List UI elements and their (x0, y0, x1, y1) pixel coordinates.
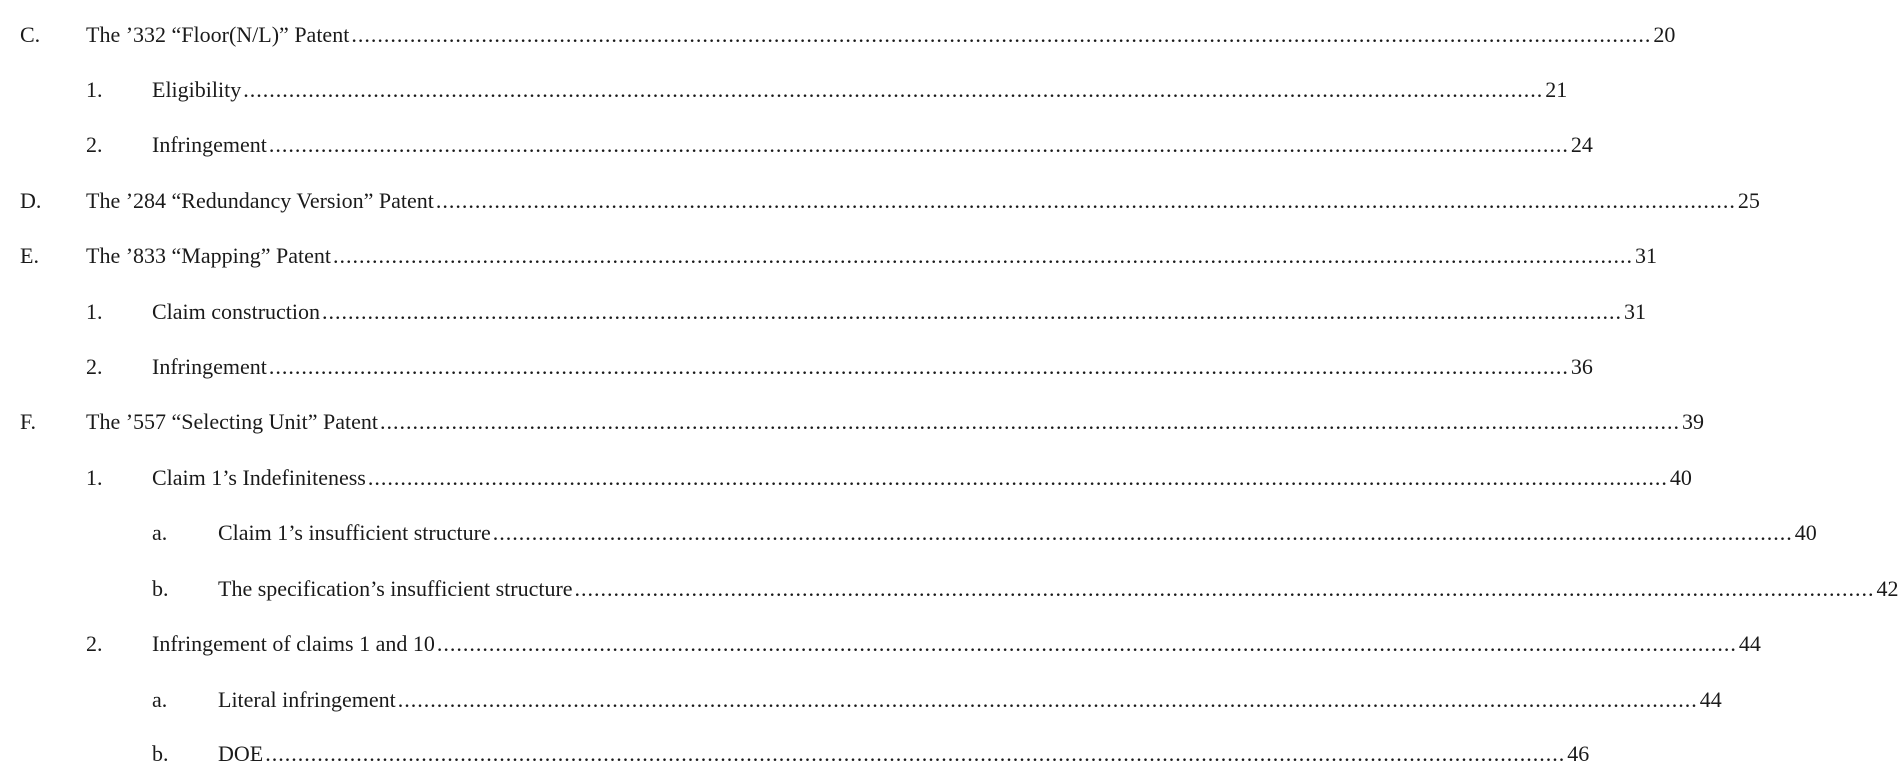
toc-entry-page-number: 24 (1570, 132, 1593, 157)
dot-leader: ........................................................................................................................................................................................................ (492, 520, 1793, 545)
toc-entry[interactable] (0, 240, 1657, 272)
toc-entry-title: Claim 1’s Indefiniteness (152, 462, 368, 494)
toc-entry-page-number: 25 (1737, 188, 1760, 213)
toc-entry-page-number: 40 (1669, 465, 1692, 490)
dot-leader: ........................................................................................................................................................................................................ (436, 631, 1737, 656)
toc-entry[interactable] (0, 296, 1647, 328)
toc-entry-title: Claim 1’s insufficient structure (218, 517, 493, 549)
toc-entry[interactable] (0, 573, 1899, 605)
dot-leader: ........................................................................................................................................................................................................ (351, 22, 1652, 47)
toc-entry-marker: F. (20, 409, 36, 434)
toc-entry-line (152, 351, 1593, 383)
dot-leader: ........................................................................................................................................................................................................ (397, 687, 1698, 712)
toc-entry-title: Eligibility (152, 74, 243, 106)
toc-entry-line (218, 738, 1590, 770)
dot-leader: ........................................................................................................................................................................................................ (243, 77, 1544, 102)
toc-entry-line (152, 296, 1647, 328)
toc-entry-page-number: 40 (1794, 520, 1817, 545)
toc-entry-marker: E. (20, 243, 39, 268)
toc-entry-page-number: 42 (1876, 576, 1899, 601)
toc-entry[interactable] (0, 19, 1676, 51)
toc-entry-line (86, 185, 1760, 217)
toc-entry-line (86, 240, 1657, 272)
toc-entry-marker: a. (152, 520, 168, 545)
toc-entry[interactable] (0, 406, 1705, 438)
toc-entry[interactable] (0, 462, 1692, 494)
toc-entry[interactable] (0, 129, 1593, 161)
dot-leader: ........................................................................................................................................................................................................ (333, 243, 1633, 268)
dot-leader: ........................................................................................................................................................................................................ (322, 299, 1623, 324)
dot-leader: ........................................................................................................................................................................................................ (435, 188, 1736, 213)
toc-entry-marker: b. (152, 576, 169, 601)
dot-leader: ........................................................................................................................................................................................................ (574, 576, 1875, 601)
toc-entry-marker: a. (152, 687, 168, 712)
dot-leader: ........................................................................................................................................................................................................ (265, 741, 1566, 766)
dot-leader: ........................................................................................................................................................................................................ (268, 132, 1569, 157)
toc-entry-marker: 2. (86, 132, 103, 157)
toc-entry-page-number: 21 (1545, 77, 1568, 102)
toc-entry-line (86, 19, 1676, 51)
toc-entry[interactable] (0, 185, 1760, 217)
toc-entry-marker: 2. (86, 631, 103, 656)
toc-entry-line (152, 129, 1593, 161)
toc-entry-marker: 2. (86, 354, 103, 379)
toc-entry[interactable] (0, 684, 1722, 716)
toc-entry[interactable] (0, 351, 1593, 383)
toc-entry-title: The ’332 “Floor(N/L)” Patent (86, 19, 351, 51)
toc-entry-page-number: 20 (1653, 22, 1676, 47)
toc-entry-line (152, 462, 1692, 494)
toc-entry-title: Infringement (152, 129, 269, 161)
toc-entry-title: The ’284 “Redundancy Version” Patent (86, 185, 436, 217)
toc-entry-page-number: 44 (1699, 687, 1722, 712)
dot-leader: ........................................................................................................................................................................................................ (380, 409, 1681, 434)
toc-entry-title: Literal infringement (218, 684, 398, 716)
toc-entry-line (152, 628, 1761, 660)
toc-entry[interactable] (0, 628, 1761, 660)
toc-entry-title: The ’833 “Mapping” Patent (86, 240, 333, 272)
toc-entry-title: The ’557 “Selecting Unit” Patent (86, 406, 380, 438)
toc-entry-marker: 1. (86, 77, 103, 102)
toc-entry-line (218, 517, 1817, 549)
toc-entry-page-number: 31 (1635, 243, 1657, 268)
toc-entry-line (218, 573, 1899, 605)
toc-entry-marker: C. (20, 22, 41, 47)
toc-entry-page-number: 31 (1624, 299, 1647, 324)
toc-entry-title: DOE (218, 738, 265, 770)
toc-entry-title: Claim construction (152, 296, 322, 328)
toc-entry-page-number: 39 (1682, 409, 1705, 434)
toc-entry-title: The specification’s insufficient structure (218, 573, 575, 605)
dot-leader: ........................................................................................................................................................................................................ (268, 354, 1569, 379)
toc-entry-title: Infringement of claims 1 and 10 (152, 628, 437, 660)
toc-entry-marker: 1. (86, 299, 103, 324)
toc-entry[interactable] (0, 74, 1568, 106)
toc-entry-marker: b. (152, 741, 169, 766)
toc-entry-marker: D. (20, 188, 42, 213)
toc-entry-line (152, 74, 1568, 106)
dot-leader: ........................................................................................................................................................................................................ (367, 465, 1668, 490)
toc-entry[interactable] (0, 738, 1590, 770)
toc-entry[interactable] (0, 517, 1817, 549)
toc-entry-marker: 1. (86, 465, 103, 490)
toc-entry-page-number: 44 (1738, 631, 1761, 656)
toc-entry-title: Infringement (152, 351, 269, 383)
toc-entry-line (86, 406, 1705, 438)
toc-entry-page-number: 46 (1567, 741, 1590, 766)
toc-entry-line (218, 684, 1722, 716)
toc-entry-page-number: 36 (1570, 354, 1593, 379)
